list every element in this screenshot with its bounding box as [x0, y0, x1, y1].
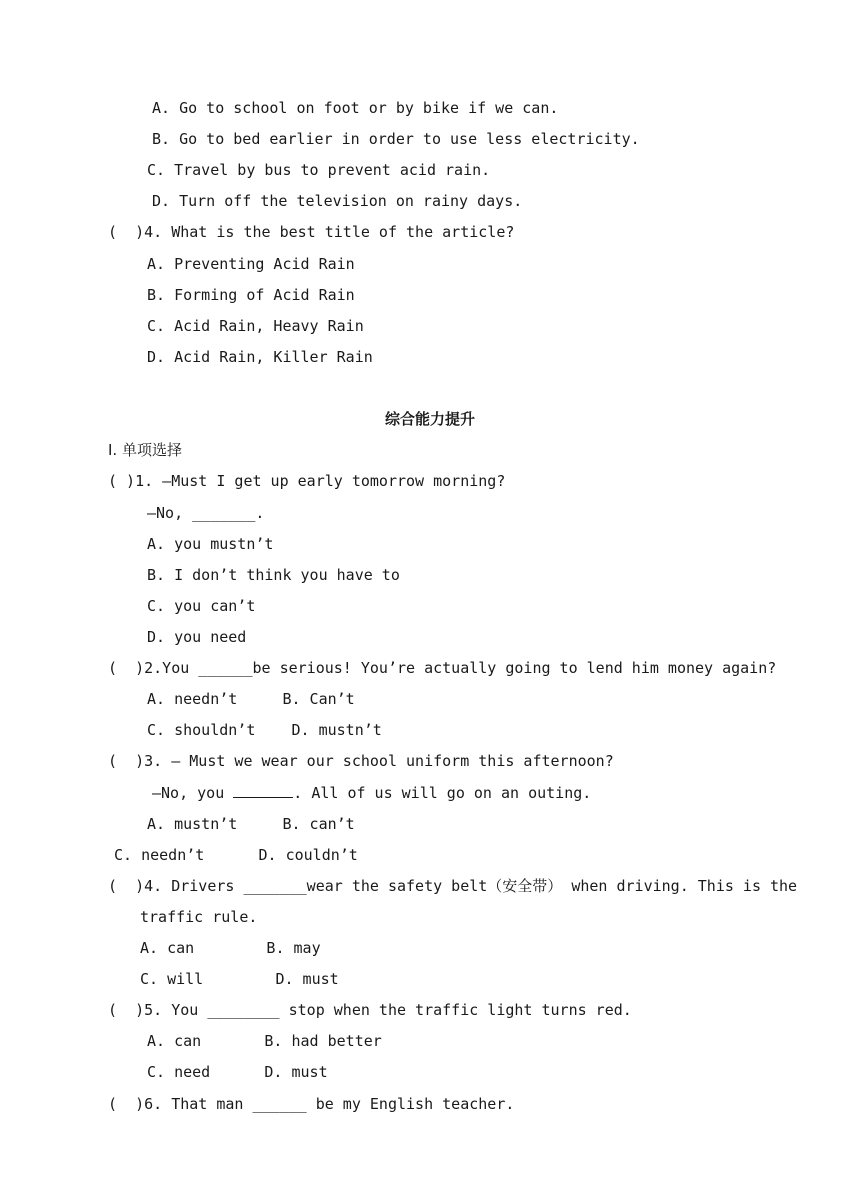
mc-q3-reply-pre: —No, you: [152, 784, 234, 802]
mc-q1-option-b: B. I don’t think you have to: [147, 566, 400, 584]
mc-q3-reply-post: . All of us will go on an outing.: [293, 784, 592, 802]
mc-q1-reply: —No, _______.: [147, 504, 265, 522]
q3-option-d: D. Turn off the television on rainy days.: [152, 192, 523, 210]
mc-q1-option-d: D. you need: [147, 628, 247, 646]
mc-q2-options-row1: A. needn’t B. Can’t: [147, 690, 355, 708]
q3-option-c: C. Travel by bus to prevent acid rain.: [147, 161, 491, 179]
part-heading: Ⅰ. 单项选择: [108, 441, 182, 459]
mc-q4-stem-cont: traffic rule.: [140, 908, 258, 926]
mc-q3-stem: ( )3. — Must we wear our school uniform this afternoon?: [108, 752, 614, 770]
mc-q5-options-row1: A. can B. had better: [147, 1032, 382, 1050]
mc-q5-options-row2: C. need D. must: [147, 1063, 328, 1081]
mc-q1-option-c: C. you can’t: [147, 597, 256, 615]
mc-q3-options-row1: A. mustn’t B. can’t: [147, 815, 355, 833]
mc-q5-stem: ( )5. You ________ stop when the traffic light turns red.: [108, 1001, 632, 1019]
q4-stem: ( )4. What is the best title of the article?: [108, 223, 515, 241]
mc-q4-options-row1: A. can B. may: [140, 939, 321, 957]
mc-q4-options-row2: C. will D. must: [140, 970, 339, 988]
mc-q3-options-row2: C. needn’t D. couldn’t: [114, 846, 358, 864]
mc-q6-stem: ( )6. That man ______ be my English teacher.: [108, 1095, 515, 1113]
q4-option-c: C. Acid Rain, Heavy Rain: [147, 317, 364, 335]
q4-option-a: A. Preventing Acid Rain: [147, 255, 355, 273]
answer-blank: [233, 783, 293, 798]
mc-q2-stem: ( )2.You ______be serious! You’re actually going to lend him money again?: [108, 659, 777, 677]
mc-q3-reply: [152, 783, 591, 803]
mc-q1-stem: ( )1. —Must I get up early tomorrow morning?: [108, 472, 506, 490]
mc-q2-options-row2: C. shouldn’t D. mustn’t: [147, 721, 382, 739]
q3-option-b: B. Go to bed earlier in order to use less electricity.: [152, 130, 640, 148]
mc-q1-option-a: A. you mustn’t: [147, 535, 274, 553]
q4-option-b: B. Forming of Acid Rain: [147, 286, 355, 304]
q4-option-d: D. Acid Rain, Killer Rain: [147, 348, 373, 366]
section-title: 综合能力提升: [384, 410, 475, 428]
mc-q4-stem: ( )4. Drivers _______wear the safety belt（安全带） when driving. This is the: [108, 877, 798, 895]
q3-option-a: A. Go to school on foot or by bike if we can.: [152, 99, 559, 117]
